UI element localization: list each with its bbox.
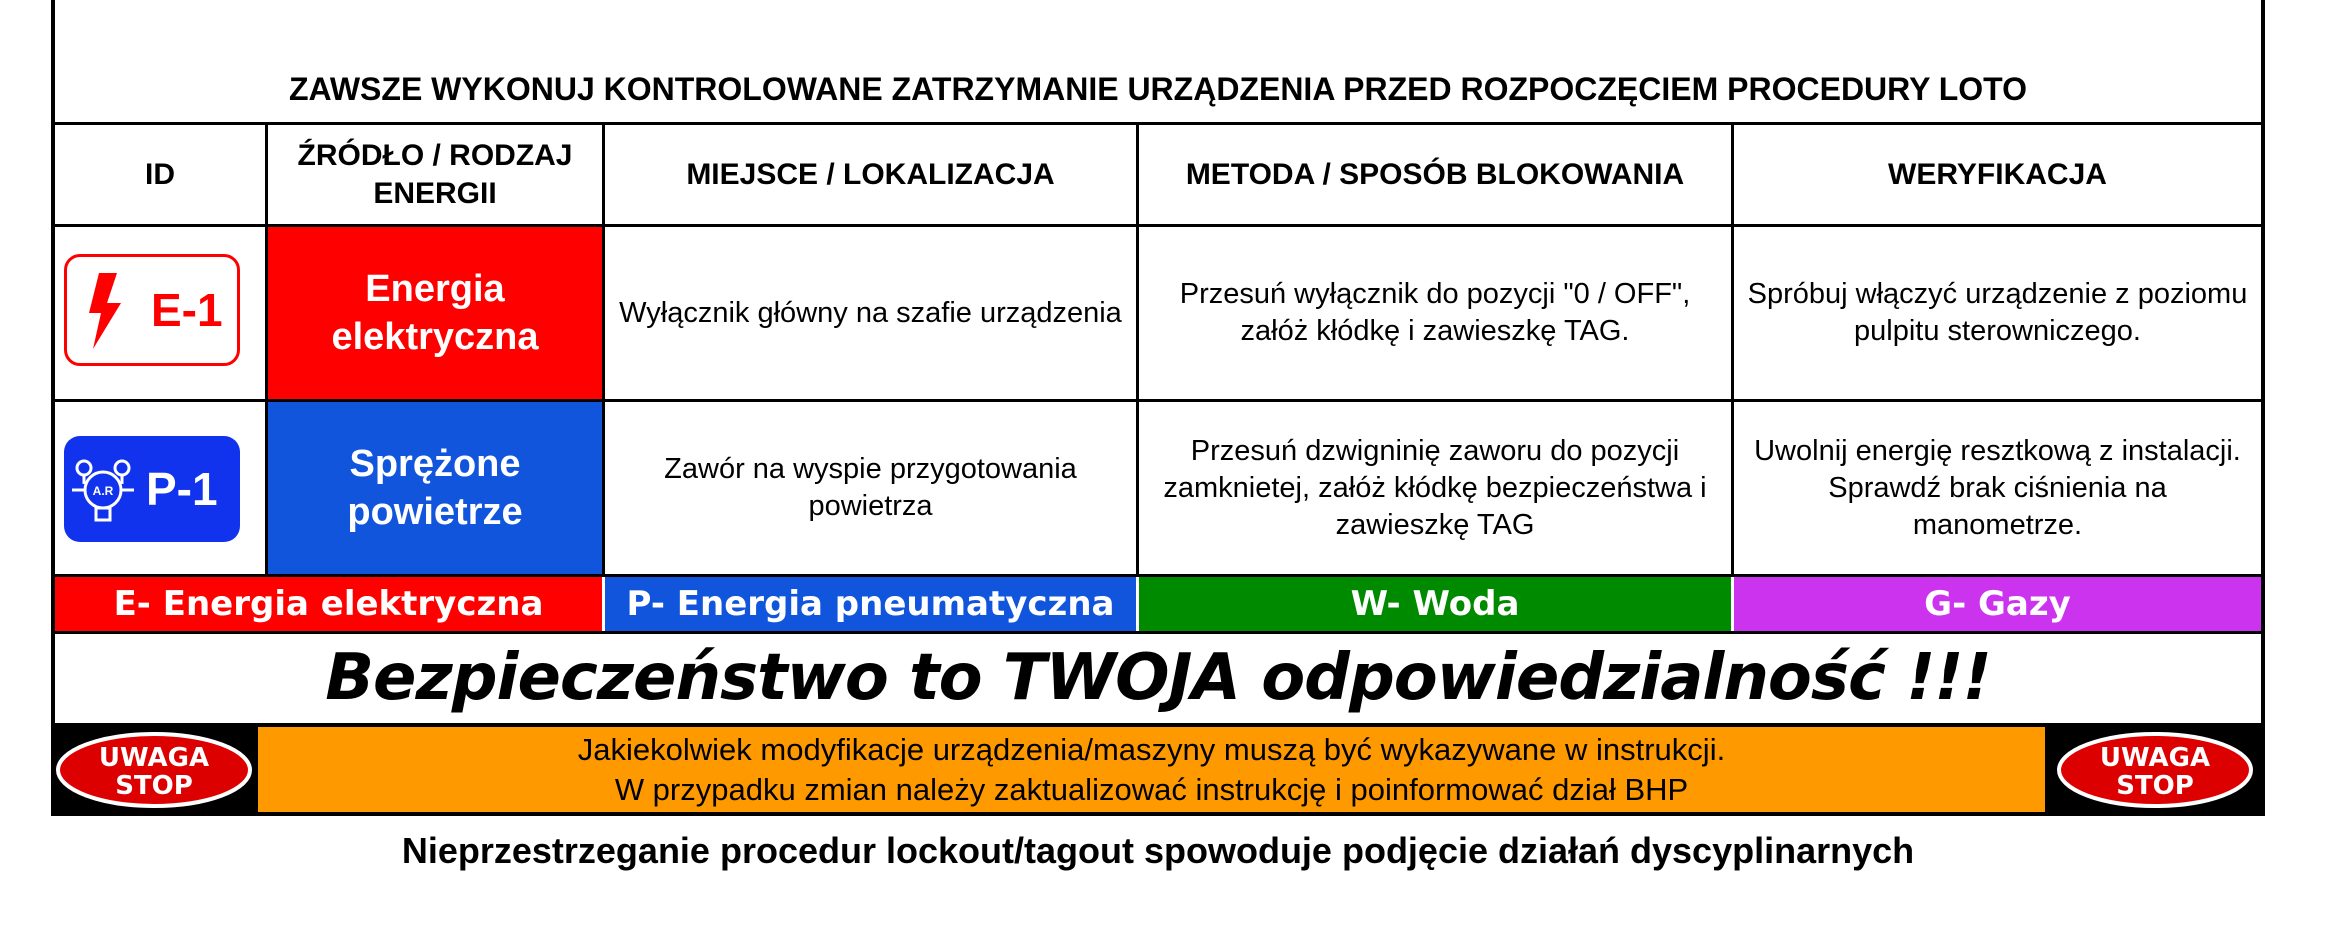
energy-line2: elektryczna: [331, 316, 539, 358]
energy-line1: Energia: [365, 268, 505, 310]
warning-line1: Jakiekolwiek modyfikacje urządzenia/maszyny muszą być wykazywane w instrukcji.: [577, 731, 1726, 767]
energy-cell-electric: [268, 227, 602, 399]
warning-line2: W przypadku zmian należy zaktualizować instrukcję i poinformować dział BHP: [614, 771, 1689, 807]
id-badge-p1: [64, 436, 240, 542]
location-p1-line2: powietrza: [808, 490, 933, 522]
header-id: ID: [145, 157, 175, 191]
verification-p1-line3: manometrze.: [1912, 508, 2083, 541]
legend-water: W- Woda: [1139, 577, 1731, 631]
verification-p1-line2: Sprawdź brak ciśnienia na: [1828, 471, 2167, 504]
header-source: [268, 125, 602, 224]
method-p1: [1139, 402, 1731, 574]
location-p1-line1: Zawór na wyspie przygotowania: [664, 453, 1077, 485]
stop-left-line2: STOP: [115, 771, 193, 801]
location-e1: Wyłącznik główny na szafie urządzenia: [619, 296, 1122, 329]
verification-e1-line2: pulpitu sterowniczego.: [1854, 315, 2141, 347]
method-p1-line3: zawieszkę TAG: [1335, 508, 1535, 541]
stop-right-line2: STOP: [2116, 771, 2194, 801]
verification-p1-line1: Uwolnij energię resztkową z instalacji.: [1754, 434, 2241, 467]
header-method: METODA / SPOSÓB BLOKOWANIA: [1185, 157, 1685, 191]
icon-text: A.R: [92, 484, 114, 498]
header-source-line1: ŹRÓDŁO / RODZAJ: [297, 138, 573, 172]
energy-line2: powietrze: [347, 491, 523, 533]
energy-line1: Sprężone: [349, 443, 521, 485]
method-p1-line2: zamknietej, załóż kłódkę bezpieczeństwa i: [1163, 471, 1707, 504]
footer-note: Nieprzestrzeganie procedur lockout/tagout spowoduje podjęcie działań dyscyplinarnych: [401, 830, 1915, 871]
warning-message: [258, 727, 2045, 812]
air-regulator-icon: [70, 444, 136, 534]
method-e1-line1: Przesuń wyłącznik do pozycji "0 / OFF",: [1179, 278, 1691, 310]
id-label-p1: P-1: [146, 463, 218, 515]
method-e1: [1139, 227, 1731, 399]
safety-slogan: Bezpieczeństwo to TWOJA odpowiedzialność !!!: [325, 641, 1991, 715]
id-badge-e1: [64, 254, 240, 366]
energy-cell-pneumatic: [268, 402, 602, 574]
header-verification: WERYFIKACJA: [1888, 157, 2107, 191]
location-p1: [605, 402, 1136, 574]
method-e1-line2: załóż kłódkę i zawieszkę TAG.: [1240, 315, 1630, 347]
method-p1-line1: Przesuń dzwigninię zaworu do pozycji: [1190, 434, 1680, 467]
id-label-e1: E-1: [151, 284, 223, 336]
header-source-line2: ENERGII: [373, 176, 497, 210]
verification-p1: [1734, 402, 2261, 574]
verification-e1: [1734, 227, 2261, 399]
legend-pneumatic: P- Energia pneumatyczna: [605, 577, 1136, 631]
legend-gas: G- Gazy: [1734, 577, 2261, 631]
stop-left-line1: UWAGA: [98, 743, 210, 773]
page-title: ZAWSZE WYKONUJ KONTROLOWANE ZATRZYMANIE URZĄDZENIA PRZED ROZPOCZĘCIEM PROCEDURY LOTO: [288, 70, 2028, 107]
verification-e1-line1: Spróbuj włączyć urządzenie z poziomu: [1747, 278, 2248, 310]
stop-right-line1: UWAGA: [2099, 743, 2211, 773]
stop-sign-left: [55, 731, 253, 809]
lightning-icon: [77, 265, 137, 355]
header-location: MIEJSCE / LOKALIZACJA: [686, 157, 1055, 191]
stop-sign-right: [2056, 731, 2254, 809]
legend-electric: E- Energia elektryczna: [55, 577, 602, 631]
